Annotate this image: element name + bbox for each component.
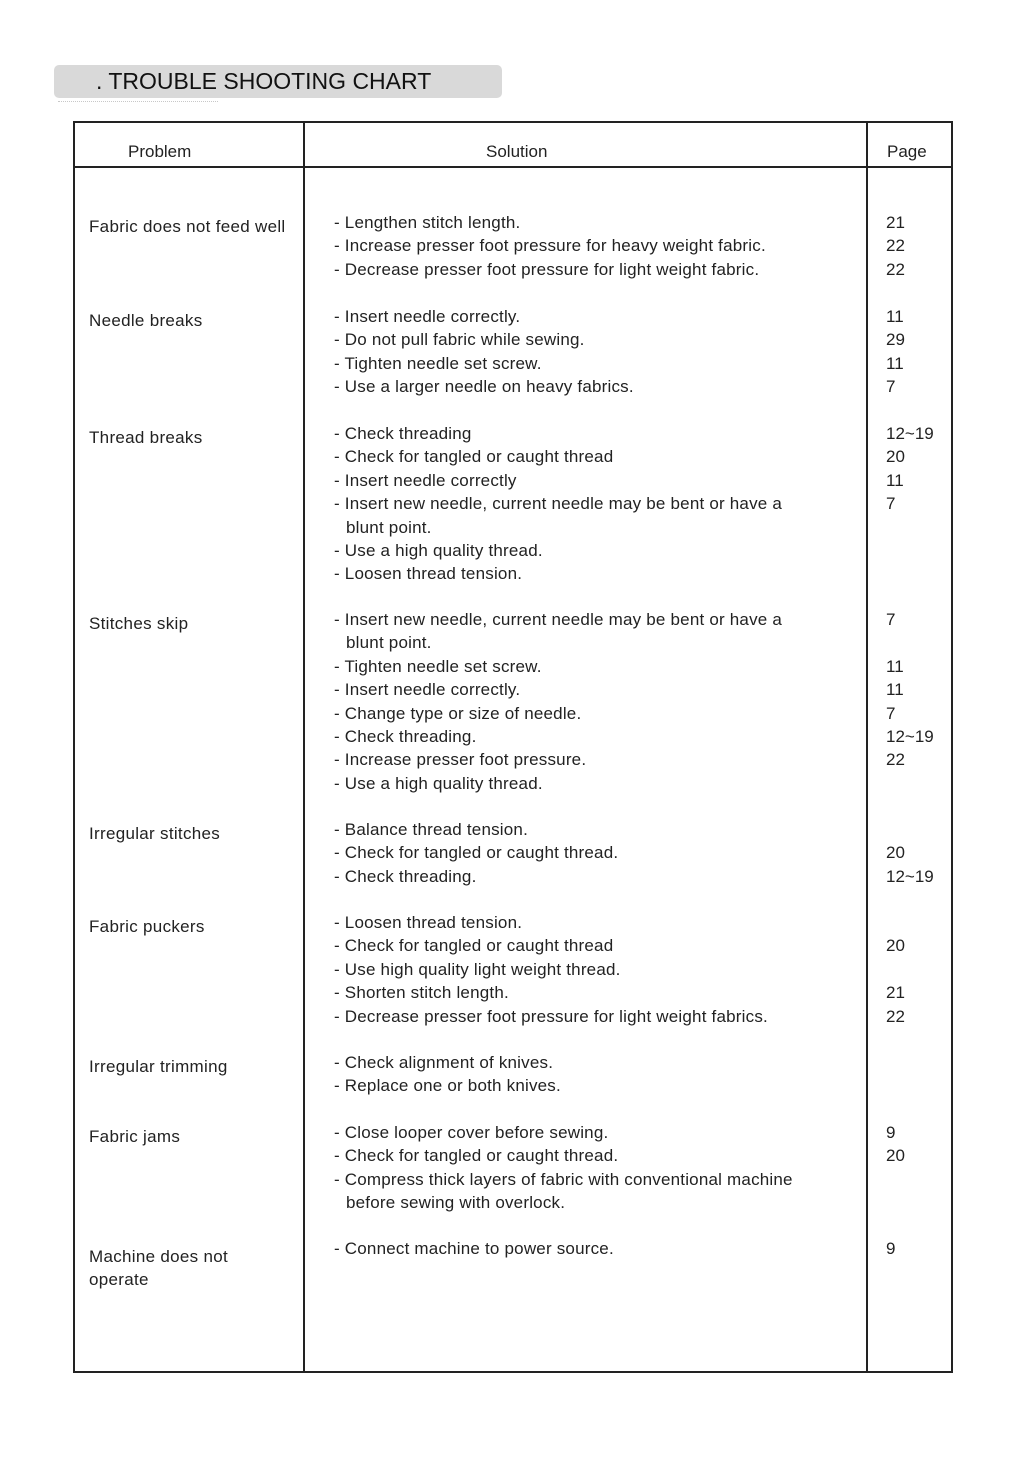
page-number: 7 — [886, 703, 896, 723]
solution-item: - Check threading. — [334, 727, 477, 747]
page-number — [886, 1168, 946, 1191]
page-list — [886, 1051, 946, 1098]
page-number — [886, 958, 946, 981]
problem-cell: Stitches skip — [89, 614, 189, 633]
solution-item: - Lengthen stitch length. — [334, 213, 521, 232]
solution-item: - Close looper cover before sewing. — [334, 1123, 609, 1142]
solution-item: - Replace one or both knives. — [334, 1076, 561, 1096]
solution-list — [334, 818, 814, 888]
page-number — [886, 562, 946, 585]
problem-cell: Needle breaks — [89, 311, 203, 330]
problem-cell: Fabric jams — [89, 1127, 181, 1146]
page-number — [886, 818, 946, 841]
solution-item: - Compress thick layers of fabric with conventional machine before sewing with overlock. — [334, 1169, 793, 1213]
solution-item: - Decrease presser foot pressure for light weight fabrics. — [334, 1006, 768, 1026]
page-list — [886, 211, 946, 281]
header-divider — [75, 166, 951, 168]
page-number: 12~19 — [886, 726, 934, 746]
solution-list — [334, 911, 814, 1028]
page-list — [886, 911, 946, 1028]
page-number: 12~19 — [886, 424, 934, 443]
page-list — [886, 818, 946, 888]
solution-item: - Increase presser foot pressure for heavy weight fabric. — [334, 236, 766, 256]
title-underline — [58, 101, 218, 102]
solution-list — [334, 1121, 814, 1215]
page-number: 9 — [886, 1239, 896, 1258]
page-number — [886, 772, 946, 795]
solution-item: - Do not pull fabric while sewing. — [334, 330, 585, 350]
solution-list — [334, 1237, 814, 1260]
page-number: 7 — [886, 377, 896, 397]
solution-item: - Check alignment of knives. — [334, 1053, 554, 1072]
page-number: 11 — [886, 656, 904, 676]
page-list — [886, 1237, 946, 1260]
header-problem: Problem — [128, 142, 192, 161]
problem-cell: Fabric does not feed well — [89, 217, 286, 236]
page-number: 20 — [886, 843, 905, 863]
solution-item: - Use a high quality thread. — [334, 541, 543, 561]
column-divider — [303, 123, 305, 1371]
page-number: 21 — [886, 983, 905, 1003]
page-number: 20 — [886, 936, 905, 956]
solution-item: - Decrease presser foot pressure for light weight fabric. — [334, 259, 760, 279]
page-number: 11 — [886, 353, 904, 373]
page-number: 22 — [886, 259, 905, 279]
solution-item: - Use a high quality thread. — [334, 773, 543, 793]
header-solution: Solution — [486, 142, 548, 161]
solution-item: - Check for tangled or caught thread. — [334, 843, 619, 863]
solution-item: - Insert needle correctly. — [334, 680, 521, 700]
page-number — [886, 631, 946, 654]
problem-cell: Irregular stitches — [89, 824, 221, 843]
page-number: 7 — [886, 610, 896, 629]
solution-item: - Check for tangled or caught thread — [334, 936, 614, 956]
solution-item: - Use a larger needle on heavy fabrics. — [334, 377, 634, 397]
page-number: 9 — [886, 1123, 896, 1142]
page-number: 11 — [886, 307, 904, 326]
page-number: 29 — [886, 330, 905, 350]
page-number: 20 — [886, 447, 905, 467]
solution-item: - Loosen thread tension. — [334, 564, 523, 584]
page-number: 20 — [886, 1146, 905, 1166]
column-divider — [866, 123, 868, 1371]
solution-item: - Check for tangled or caught thread. — [334, 1146, 619, 1166]
page-number: 22 — [886, 750, 905, 770]
page-list — [886, 422, 946, 586]
solution-item: - Change type or size of needle. — [334, 703, 582, 723]
problem-cell: Irregular trimming — [89, 1057, 228, 1076]
solution-item: - Check threading — [334, 424, 472, 443]
solution-item: - Insert needle correctly. — [334, 307, 521, 326]
problem-cell: Machine does not operate — [89, 1247, 228, 1290]
problem-cell: Fabric puckers — [89, 917, 205, 936]
page-list — [886, 1121, 946, 1215]
solution-item: - Insert needle correctly — [334, 470, 517, 490]
trouble-shooting-table — [73, 121, 953, 1373]
page-number: 12~19 — [886, 866, 934, 886]
problem-cell: Thread breaks — [89, 428, 203, 447]
solution-list — [334, 1051, 814, 1098]
solution-item: - Insert new needle, current needle may be bent or have a blunt point. — [334, 494, 782, 537]
page-list — [886, 608, 946, 795]
solution-list — [334, 422, 814, 586]
solution-list — [334, 211, 814, 281]
page-number — [886, 1074, 946, 1097]
solution-item: - Connect machine to power source. — [334, 1239, 614, 1258]
solution-list — [334, 608, 814, 795]
solution-item: - Shorten stitch length. — [334, 983, 509, 1003]
page-number: 21 — [886, 213, 905, 232]
solution-item: - Loosen thread tension. — [334, 913, 523, 932]
page-list — [886, 305, 946, 399]
solution-item: - Check threading. — [334, 866, 477, 886]
solution-item: - Insert new needle, current needle may be bent or have a blunt point. — [334, 610, 782, 653]
page-number — [886, 1191, 946, 1214]
solution-list — [334, 305, 814, 399]
solution-item: - Balance thread tension. — [334, 820, 529, 839]
page-number: 22 — [886, 236, 905, 256]
solution-item: - Increase presser foot pressure. — [334, 750, 587, 770]
page-number: 11 — [886, 680, 904, 700]
solution-item: - Use high quality light weight thread. — [334, 959, 621, 979]
solution-item: - Tighten needle set screw. — [334, 656, 542, 676]
page-title: . TROUBLE SHOOTING CHART — [54, 65, 502, 98]
page-number — [886, 516, 946, 539]
page-number: 11 — [886, 470, 904, 490]
page-number: 7 — [886, 494, 896, 514]
header-page: Page — [887, 142, 927, 161]
solution-item: - Check for tangled or caught thread — [334, 447, 614, 467]
page-number — [886, 1051, 946, 1074]
page-number — [886, 911, 946, 934]
solution-item: - Tighten needle set screw. — [334, 353, 542, 373]
page-number: 22 — [886, 1006, 905, 1026]
page-number — [886, 539, 946, 562]
